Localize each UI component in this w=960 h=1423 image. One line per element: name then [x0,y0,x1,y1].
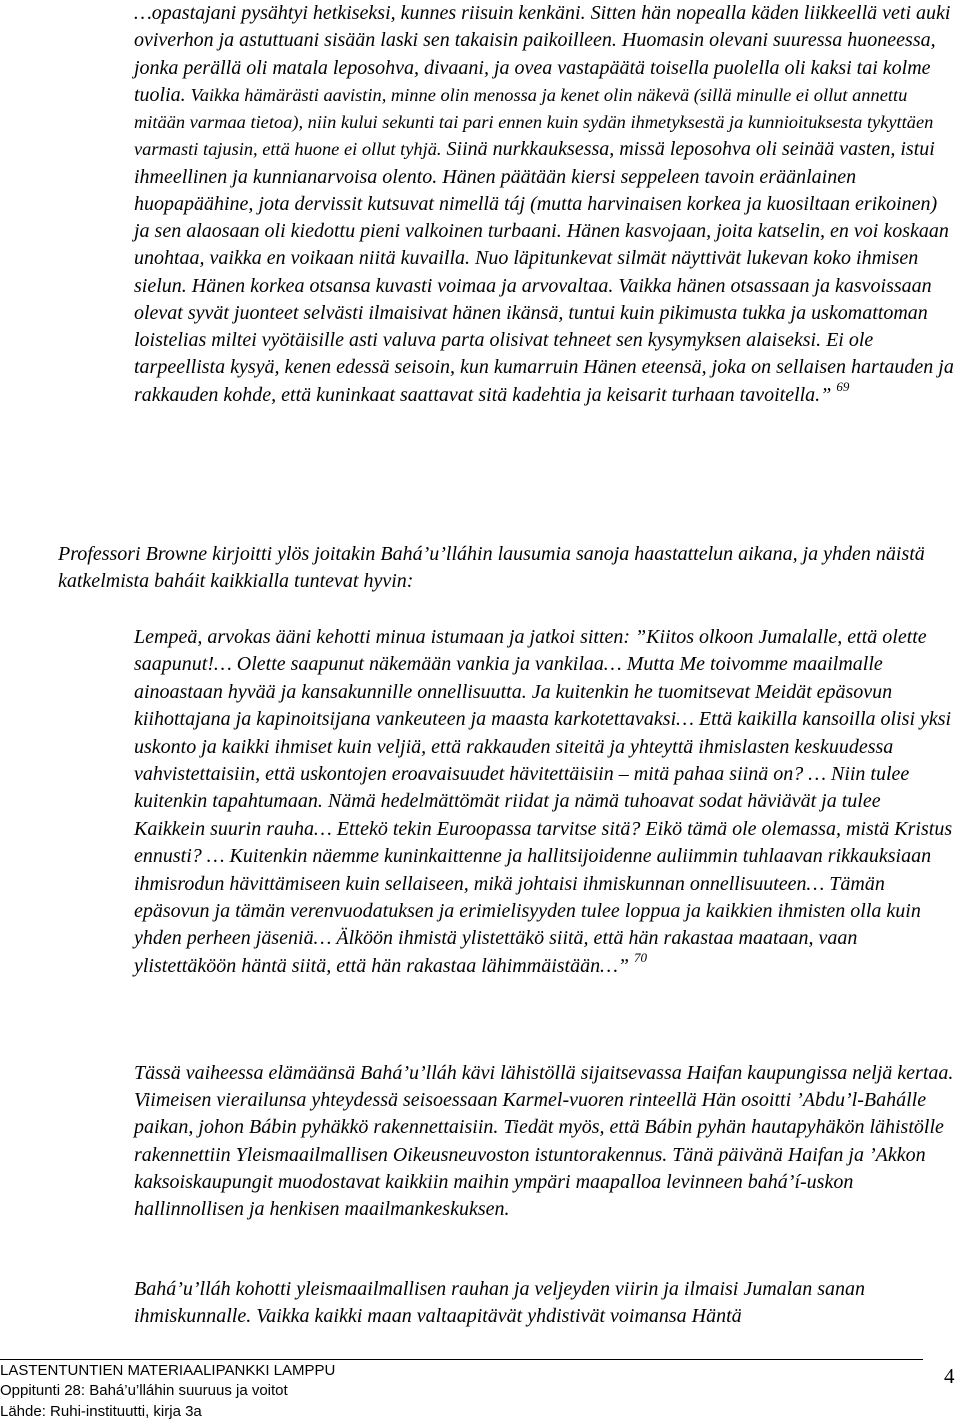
footnote-ref-69: 69 [836,378,850,394]
quote-browne-description [134,0,956,409]
footer-divider [0,1359,923,1360]
quote-bahaullah-words [134,624,956,980]
footer-lesson-title: Oppitunti 28: Bahá’u’lláhin suuruus ja voitot [0,1382,288,1400]
quote1-closing-mark: ” [820,383,832,406]
paragraph-peace-text: Bahá’u’lláh kohotti yleismaailmallisen rauhan ja veljeyden viirin ja ilmaisi Jumalan sanan ihmiskunnalle. Vaikka kaikki maan valtaapitävät yhdistivät voimansa Häntä [134,1278,866,1328]
paragraph-haifa-text: Tässä vaiheessa elämäänsä Bahá’u’lláh kävi lähistöllä sijaitsevassa Haifan kaupungissa neljä kertaa. Viimeisen vierailunsa yhteydessä seisoessaan Karmel-vuoren rinteellä Hän osoitti ’Abdu’l-Bahálle paikan, johon Bábin pyhäkkö rakennettaisiin. Tiedät myös, että Bábin pyhän hautapyhäkön lähistölle rakennettiin Yleismaailmallisen Oikeusneuvoston istuntorakennus. Tänä päivänä Haifan ja ’Akkon kaksoiskaupungit muodostavat kaikkiin maihin ympäri maapalloa levinneen bahá’í-uskon hallinnollisen ja henkisen maailmankeskuksen. [134,1062,954,1221]
quote1-part1: …opastajani pysähtyi hetkiseksi, kunnes riisuin kenkäni. Sitten hän nopealla käden liikkeellä veti auki oviverhon ja astuttuani sisään laski sen takaisin paikoilleen. Huomasin olevani suuressa huoneessa, jonka perällä oli matala leposohva, divaani, ja ovea vastapäätä toisella puolella oli kaksi tai kolme tuolia. [134,2,951,106]
footer-series-title: LASTENTUNTIEN MATERIAALIPANKKI LAMPPU [0,1362,336,1379]
intro-text: Professori Browne kirjoitti ylös joitakin Bahá’u’lláhin lausumia sanoja haastattelun aikana, ja yhden näistä katkelmista baháit kaikkialla tuntevat hyvin: [58,543,925,592]
intro-paragraph [58,541,956,595]
footer-source: Lähde: Ruhi-instituutti, kirja 3a [0,1402,202,1420]
quote1-part2: Vaikka hämärästi aavistin, minne olin menossa ja kenet olin näkevä (sillä minulle ei ollut annettu mitään varmaa tietoa), niin kului sekunti tai pari ennen kuin sydän ihmetyksestä ja kunnioituksesta tykyttäen varmasti tajusin, että huone ei ollut tyhjä. [134,84,934,160]
paragraph-peace [134,1276,956,1330]
paragraph-haifa [134,1060,956,1223]
quote1-part3: Siinä nurkkauksessa, missä leposohva oli seinää vasten, istui ihmeellinen ja kunnianarvoisa olento. Hänen päätään kiersi seppeleen tavoin eräänlainen huopapäähine, jota dervissit kutsuvat nimellä táj (mutta harvinaisen korkea ja kuosiltaan erikoinen) ja sen alaosaan oli kiedottu pieni valkoinen turbaani. Hänen kasvojaan, joita katselin, en voi koskaan unohtaa, vaikka en voikaan niitä kuvailla. Nuo läpitunkevat silmät näyttivät lukevan koko ihmisen sielun. Hänen korkea otsansa kuvasti voimaa ja arvovaltaa. Vaikka hänen otsassaan ja kasvoissaan olevat syvät juonteet selvästi ilmaisivat hänen ikänsä, tuntui kuin pikimusta tukka ja uskomattoman loistelias miltei vyötäisille asti valuva parta olisivat tehneet sen kysymyksen alaiseksi. Ei ole tarpeellista kysyä, kenen edessä seisoin, kun kumarruin Hänen eteensä, joka on sellaisen hartauden ja rakkauden kohde, että kuninkaat saattavat sitä kadehtia ja keisarit turhaan tavoitella. [134,138,954,406]
quote2-text: Lempeä, arvokas ääni kehotti minua istumaan ja jatkoi sitten: ”Kiitos olkoon Jumalalle, että olette saapunut!… Olette saapunut näkemään vankia ja vankilaa… Mutta Me toivomme maailmalle ainoastaan hyvää ja kansakunnille onnellisuutta. Ja kuitenkin he tuomitsevat Meidät epäsovun kiihottajana ja kapinoitsijana vankeuteen ja maasta karkotettavaksi… Että kaikilla kansoilla olisi yksi uskonto ja kaikki ihmiset kuin veljiä, että rakkauden siteitä ja yhteyttä ihmislasten keskuudessa vahvistettaisiin, että uskontojen eroavaisuudet hävitettäisiin – mitä pahaa siinä on? … Niin tulee kuitenkin tapahtumaan. Nämä hedelmättömät riidat ja nämä tuhoavat sodat häviävät ja tulee Kaikkein suurin rauha… Ettekö tekin Euroopassa tarvitse sitä? Eikö tämä ole olemassa, mistä Kristus ennusti? … Kuitenkin näemme kuninkaittenne ja hallitsijoidenne auliimmin tuhlaavan rikkauksiaan ihmisrodun hävittämiseen kuin sellaiseen, mikä johtaisi ihmiskunnan onnellisuuteen… Tämän epäsovun ja tämän verenvuodatuksen ja erimielisyyden tulee loppua ja kaikkien ihmisten olla kuin yhden perheen jäseniä… Älköön ihmistä ylistettäkö siitä, että hän rakastaa maataan, vaan ylistettäköön häntä siitä, että hän rakastaa lähimmäistään… [134,626,953,977]
footnote-ref-70: 70 [634,950,648,966]
page-number: 4 [944,1364,955,1388]
quote2-closing-mark: ” [617,954,630,977]
page-footer [0,1361,700,1422]
